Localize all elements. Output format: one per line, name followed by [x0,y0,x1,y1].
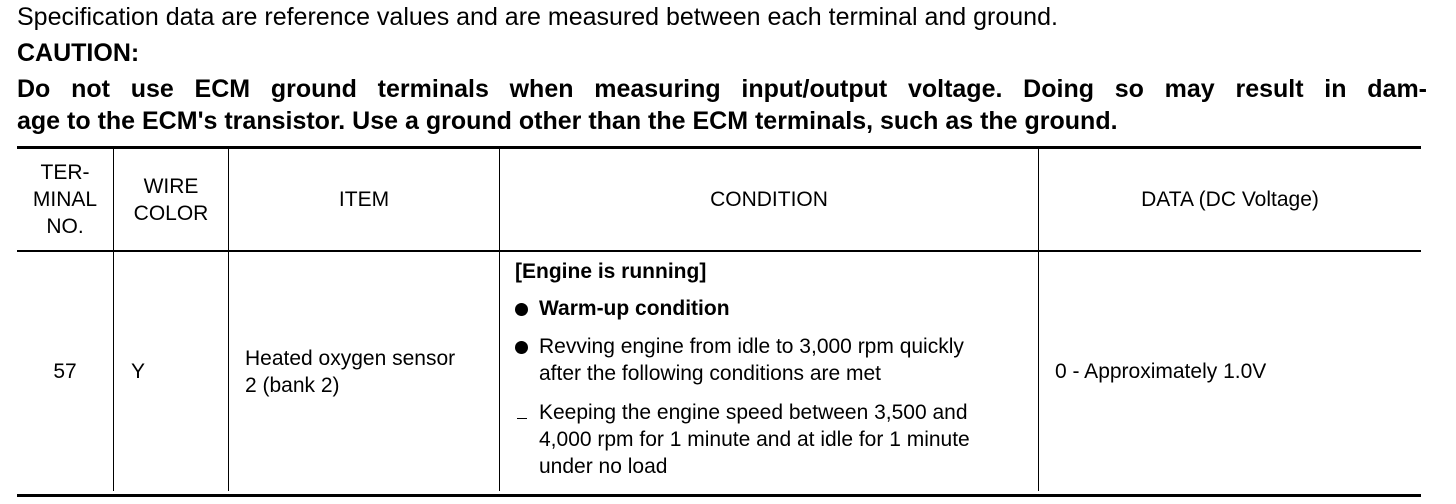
header-wire-line: COLOR [133,201,209,225]
header-wire-color [114,149,228,250]
bullet-icon [515,303,528,316]
caution-title: CAUTION: [17,39,140,67]
condition-text-line: after the following conditions are met [539,362,882,385]
condition-text-line: Revving engine from idle to 3,000 rpm quickly [539,335,964,358]
condition-text-line: Warm-up condition [539,297,730,320]
condition-dash-item [515,399,1030,480]
header-terminal-line: TER- [40,161,90,184]
header-wire-line: WIRE [143,174,199,198]
condition-text-line: 4,000 rpm for 1 minute and at idle for 1 minute [539,428,970,451]
header-terminal-line: NO. [46,215,84,238]
condition-text-line: under no load [539,455,668,478]
header-terminal-no [17,149,113,250]
cell-item-line: Heated oxygen sensor [245,346,456,370]
cell-data: 0 - Approximately 1.0V [1055,360,1267,383]
cell-terminal-no: 57 [53,360,77,383]
cell-item-line: 2 (bank 2) [245,373,340,397]
header-item: ITEM [338,188,390,211]
dash-icon [517,418,527,419]
header-data: DATA (DC Voltage) [1141,188,1319,211]
condition-bullet-item [515,295,1030,322]
caution-body [17,73,1427,137]
terminal-spec-table [17,146,1421,497]
condition-text-line: Keeping the engine speed between 3,500 and [539,401,968,424]
header-condition: CONDITION [710,188,828,211]
caution-line-1: Do not use ECM ground terminals when measuring input/output voltage. Doing so may result in dam- [17,75,1427,103]
cell-condition [500,252,1038,491]
cell-wire-color: Y [131,360,146,383]
condition-bullet-item [515,333,1030,387]
bullet-icon [515,341,528,354]
header-terminal-line: MINAL [32,188,98,211]
intro-text: Specification data are reference values and are measured between each terminal and ground. [17,3,1058,31]
cell-item [229,252,499,491]
caution-line-2: age to the ECM's transistor. Use a ground other than the ECM terminals, such as the ground. [17,107,1118,135]
condition-heading: [Engine is running] [515,260,707,283]
